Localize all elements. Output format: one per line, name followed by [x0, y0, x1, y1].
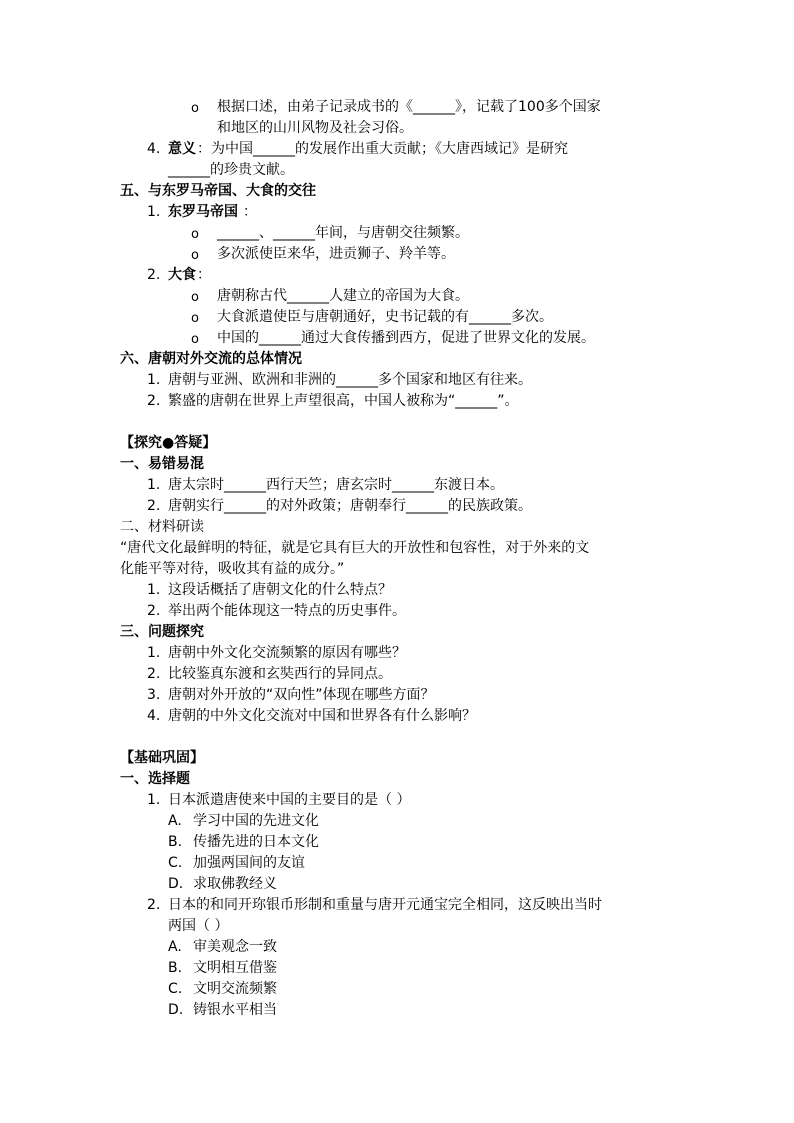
option-text: 求取佛教经义: [193, 876, 277, 892]
list-number: 1.: [147, 582, 161, 598]
option-text: 传播先进的日本文化: [193, 834, 319, 850]
list-number: 2.: [147, 267, 161, 283]
list-bullet: o: [191, 248, 199, 263]
text-line: 唐朝对外开放的“双向性”体现在哪些方面？: [168, 687, 435, 703]
section-heading: 一、易错易混: [120, 456, 204, 472]
list-number: 4.: [147, 708, 161, 724]
option-text: 加强两国间的友谊: [193, 855, 305, 871]
term-label: 意义: [168, 141, 196, 157]
text-line: 唐朝实行______的对外政策；唐朝奉行______的民族政策。: [168, 498, 532, 514]
part-heading: 【基础巩固】: [120, 750, 204, 766]
list-number: 1.: [147, 645, 161, 661]
option-letter: B.: [168, 960, 183, 976]
text-line: ：为中国______的发展作出重大贡献；《大唐西域记》是研究: [197, 141, 568, 157]
text-line: ：: [197, 267, 211, 283]
option-letter: C.: [168, 981, 183, 997]
text-line: 和地区的山川风物及社会习俗。: [217, 120, 413, 136]
list-bullet: o: [191, 290, 199, 305]
text-line: 举出两个能体现这一特点的历史事件。: [168, 603, 406, 619]
list-number: 2.: [147, 666, 161, 682]
list-number: 3.: [147, 687, 161, 703]
text-line: 唐朝称古代______人建立的帝国为大食。: [217, 288, 469, 304]
list-number: 1.: [147, 204, 161, 220]
term-label: 东罗马帝国: [168, 204, 238, 220]
list-number: 2.: [147, 603, 161, 619]
text-line: 繁盛的唐朝在世界上声望很高，中国人被称为“______”。: [168, 393, 519, 409]
option-text: 文明相互借鉴: [193, 960, 277, 976]
list-bullet: o: [191, 101, 199, 116]
list-bullet: o: [191, 332, 199, 347]
question-number: 2.: [147, 897, 161, 913]
list-bullet: o: [191, 311, 199, 326]
list-number: 1.: [147, 372, 161, 388]
section-heading: 五、与东罗马帝国、大食的交往: [120, 183, 316, 199]
part-heading: 【探究●答疑】: [120, 435, 217, 451]
text-line: 根据口述，由弟子记录成书的《______》，记载了100多个国家: [217, 99, 601, 115]
question-text: 两国（ ）: [168, 918, 229, 934]
list-number: 2.: [147, 393, 161, 409]
option-letter: A.: [168, 939, 182, 955]
text-line: 唐朝中外文化交流频繁的原因有哪些？: [168, 645, 406, 661]
option-text: 文明交流频繁: [193, 981, 277, 997]
quote-line: “唐代文化最鲜明的特征，就是它具有巨大的开放性和包容性，对于外来的文: [120, 540, 590, 556]
text-line: 比较鉴真东渡和玄奘西行的异同点。: [168, 666, 392, 682]
text-line: 唐朝的中外文化交流对中国和世界各有什么影响？: [168, 708, 476, 724]
text-line: 唐太宗时______西行天竺；唐玄宗时______东渡日本。: [168, 477, 504, 493]
text-line: ______的珍贵文献。: [168, 162, 294, 178]
option-text: 学习中国的先进文化: [193, 813, 319, 829]
term-label: 大食: [168, 267, 196, 283]
quote-line: 化能平等对待，吸收其有益的成分。”: [120, 561, 345, 577]
option-letter: D.: [168, 876, 184, 892]
text-line: ：: [243, 204, 257, 220]
question-text: 日本派遣唐使来中国的主要目的是（ ）: [168, 792, 411, 808]
option-text: 审美观念一致: [193, 939, 277, 955]
list-number: 2.: [147, 498, 161, 514]
option-letter: B.: [168, 834, 183, 850]
section-heading: 一、选择题: [120, 771, 190, 787]
text-line: 这段话概括了唐朝文化的什么特点？: [168, 582, 392, 598]
list-number: 4.: [147, 141, 161, 157]
section-heading: 三、问题探究: [120, 624, 204, 640]
option-letter: A.: [168, 813, 182, 829]
text-line: 多次派使臣来华，进贡狮子、羚羊等。: [217, 246, 455, 262]
text-line: 大食派遣使臣与唐朝通好，史书记载的有______多次。: [217, 309, 553, 325]
text-line: 唐朝与亚洲、欧洲和非洲的______多个国家和地区有往来。: [168, 372, 532, 388]
option-letter: D.: [168, 1002, 184, 1018]
list-number: 1.: [147, 477, 161, 493]
question-number: 1.: [147, 792, 161, 808]
option-text: 铸银水平相当: [193, 1002, 277, 1018]
text-line: 中国的______通过大食传播到西方，促进了世界文化的发展。: [217, 330, 595, 346]
list-bullet: o: [191, 227, 199, 242]
section-heading: 六、唐朝对外交流的总体情况: [120, 351, 302, 367]
section-heading: 二、材料研读: [120, 519, 204, 535]
question-text: 日本的和同开珎银币形制和重量与唐开元通宝完全相同，这反映出当时: [168, 897, 602, 913]
option-letter: C.: [168, 855, 183, 871]
text-line: ______、______年间，与唐朝交往频繁。: [217, 225, 469, 241]
